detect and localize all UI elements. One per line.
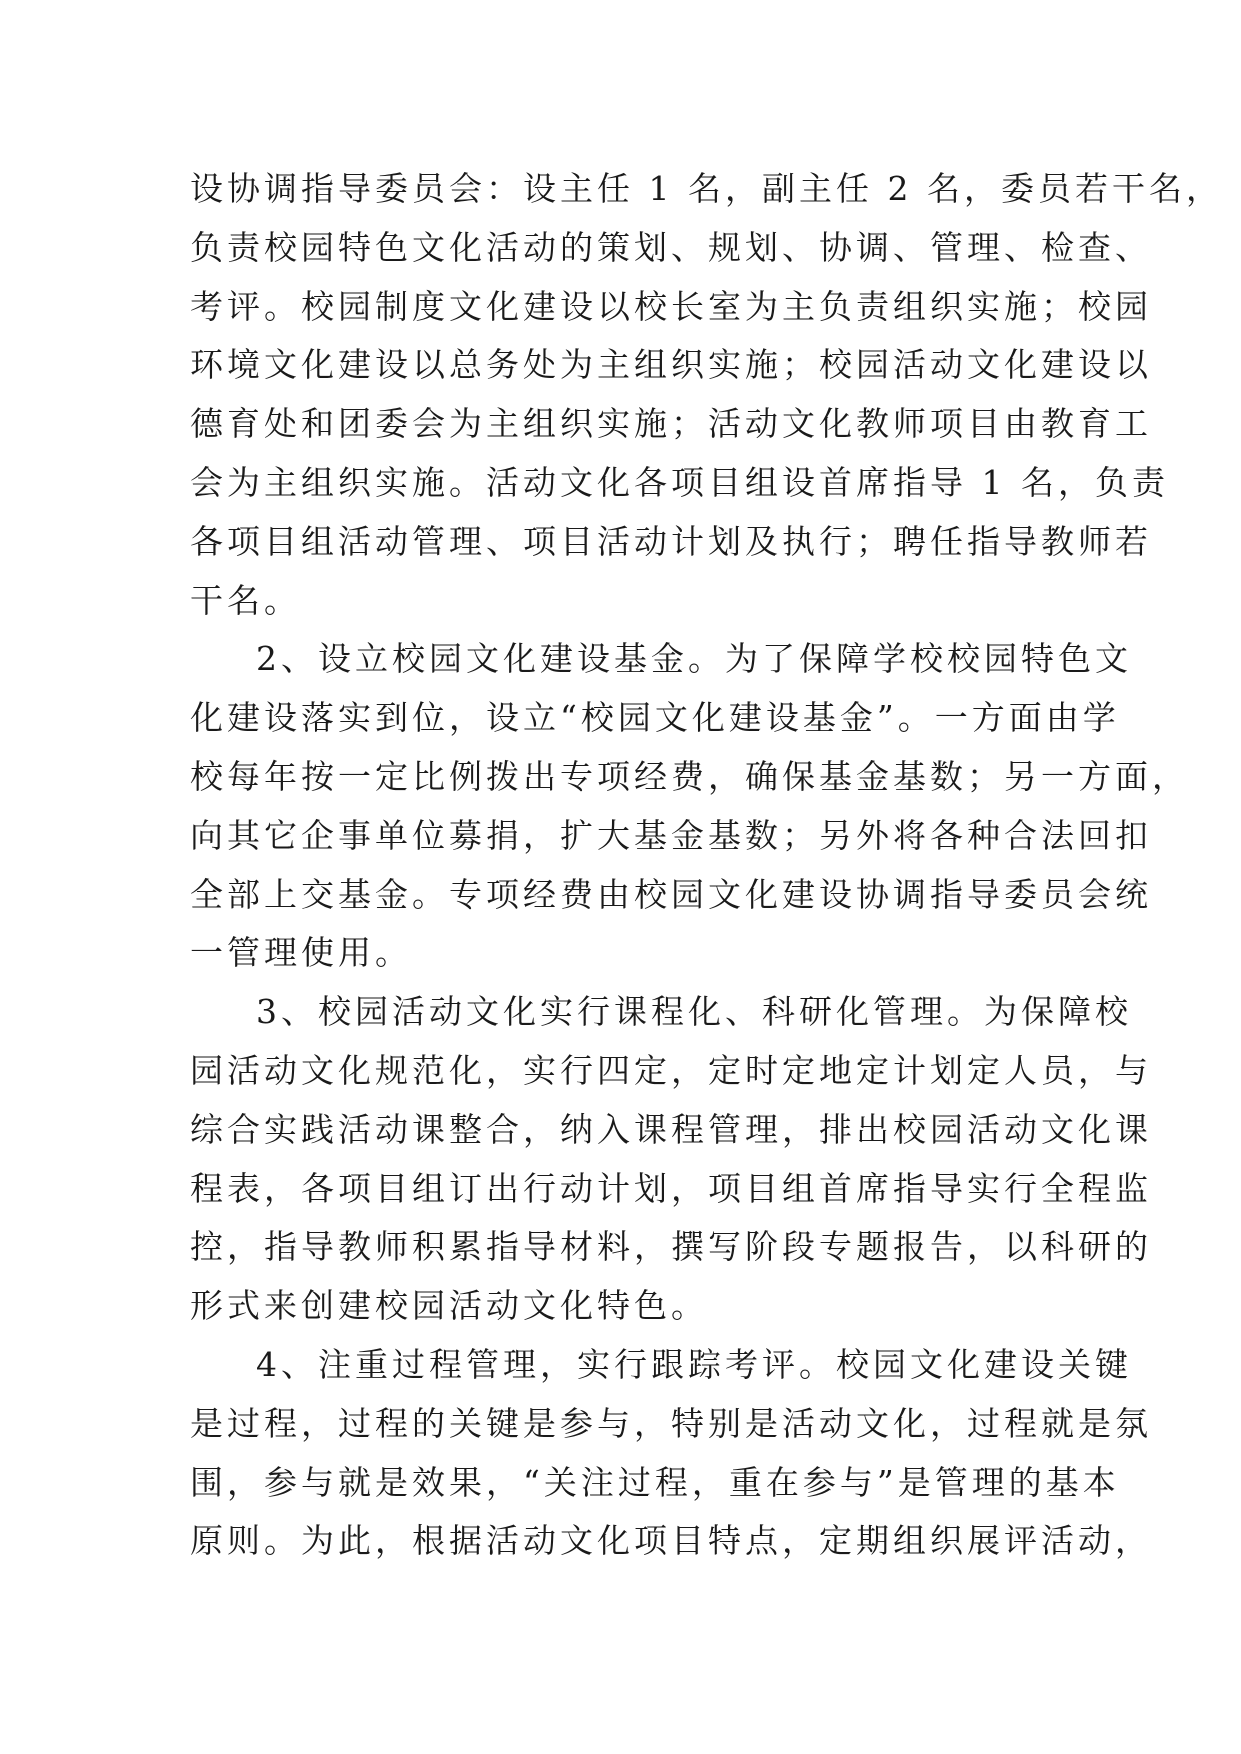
text-line: 是过程，过程的关键是参与，特别是活动文化，过程就是氛 [190, 1403, 1152, 1443]
text-line: 校每年按一定比例拨出专项经费，确保基金基数；另一方面， [190, 756, 1189, 796]
text-line: 综合实践活动课整合，纳入课程管理，排出校园活动文化课 [190, 1109, 1152, 1149]
text-line: 干名。 [190, 580, 301, 620]
text-line: 全部上交基金。专项经费由校园文化建设协调指导委员会统 [190, 874, 1152, 914]
body-text [190, 160, 1223, 1571]
paragraph-2-first-line: 2、设立校园文化建设基金。为了保障学校校园特色文 [256, 639, 1132, 679]
text-line: 园活动文化规范化，实行四定，定时定地定计划定人员，与 [190, 1050, 1152, 1090]
text-line: 化建设落实到位，设立“校园文化建设基金”。一方面由学 [190, 698, 1120, 738]
text-line: 原则。为此，根据活动文化项目特点，定期组织展评活动， [190, 1521, 1152, 1561]
paragraph-4-first-line: 4、注重过程管理，实行跟踪考评。校园文化建设关键 [256, 1344, 1132, 1384]
text-line: 设协调指导委员会：设主任 1 名，副主任 2 名，委员若干名， [190, 169, 1223, 208]
text-line: 程表，各项目组订出行动计划，项目组首席指导实行全程监 [190, 1168, 1152, 1208]
text-line: 围，参与就是效果，“关注过程，重在参与”是管理的基本 [190, 1462, 1120, 1502]
text-line: 一管理使用。 [190, 933, 412, 973]
text-line: 会为主组织实施。活动文化各项目组设首席指导 1 名，负责 [190, 462, 1169, 502]
text-line: 控，指导教师积累指导材料，撰写阶段专题报告，以科研的 [190, 1227, 1152, 1267]
text-line: 向其它企事单位募捐，扩大基金基数；另外将各种合法回扣 [190, 815, 1152, 855]
text-line: 考评。校园制度文化建设以校长室为主负责组织实施；校园 [190, 286, 1152, 326]
text-line: 各项目组活动管理、项目活动计划及执行；聘任指导教师若 [190, 521, 1152, 561]
text-line: 形式来创建校园活动文化特色。 [190, 1286, 708, 1326]
text-line: 环境文化建设以总务处为主组织实施；校园活动文化建设以 [190, 345, 1152, 385]
text-line: 负责校园特色文化活动的策划、规划、协调、管理、检查、 [190, 227, 1152, 267]
text-line: 德育处和团委会为主组织实施；活动文化教师项目由教育工 [190, 404, 1152, 444]
paragraph-3-first-line: 3、校园活动文化实行课程化、科研化管理。为保障校 [256, 992, 1132, 1032]
